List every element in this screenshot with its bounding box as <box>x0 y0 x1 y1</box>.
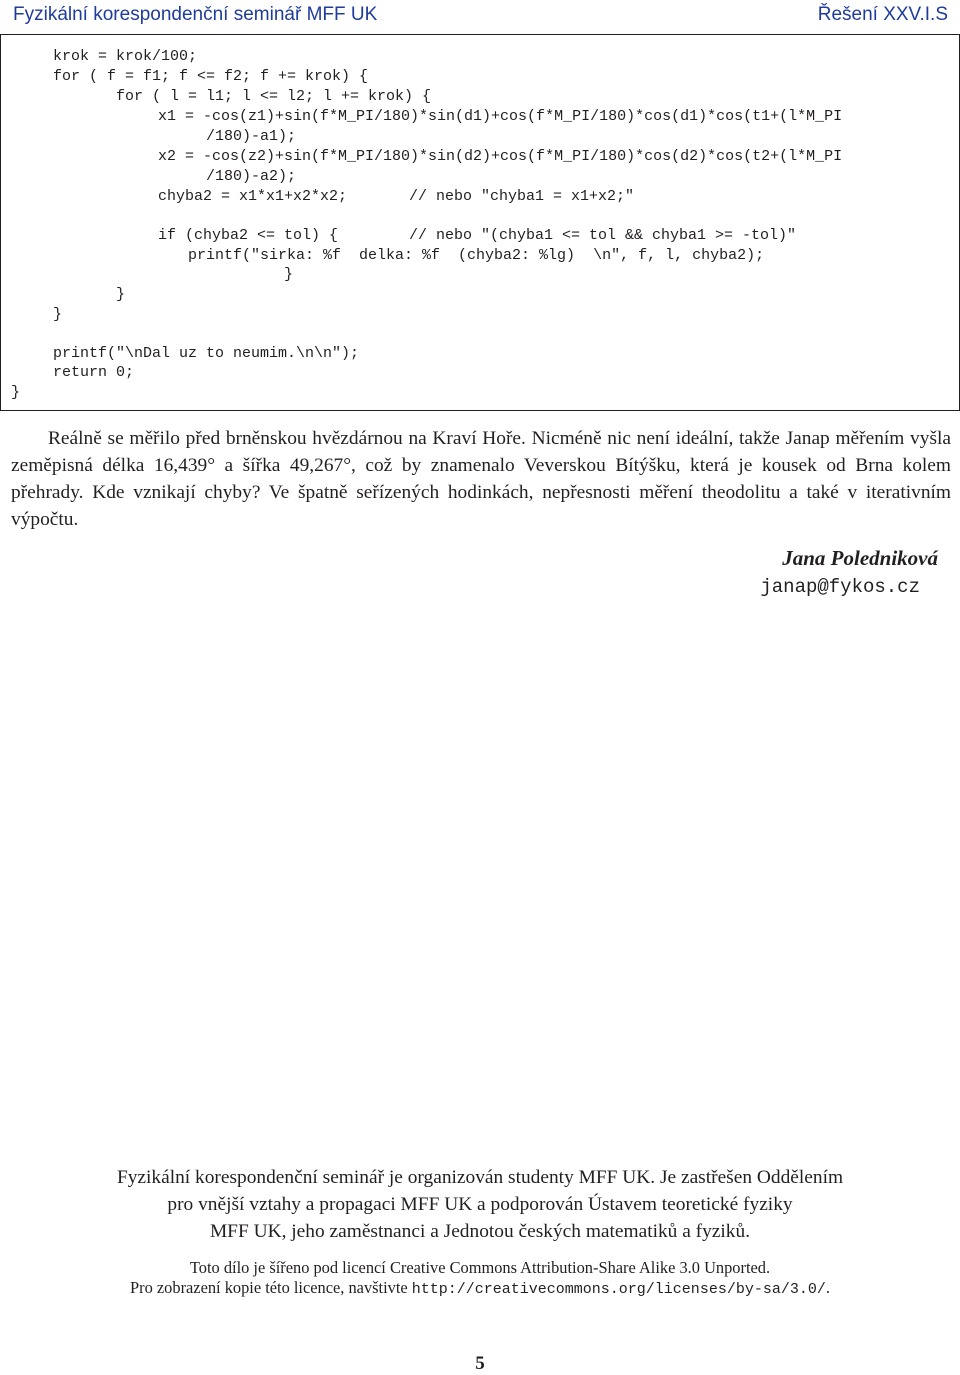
code-line: for ( l = l1; l <= l2; l += krok) { <box>116 88 432 105</box>
code-listing-frame <box>0 34 960 411</box>
code-line: chyba2 = x1*x1+x2*x2; <box>158 188 348 205</box>
author-email: janap@fykos.cz <box>760 576 920 598</box>
running-header <box>13 4 948 32</box>
code-line: for ( f = f1; f <= f2; f += krok) { <box>53 68 369 85</box>
code-line: /180)-a2); <box>206 168 297 185</box>
page-number: 5 <box>475 1353 485 1374</box>
code-line: x2 = -cos(z2)+sin(f*M_PI/180)*sin(d2)+cos(f*M_PI/180)*cos(d2)*cos(t2+(l*M_PI <box>158 148 843 165</box>
license-line-suffix: . <box>825 1278 830 1297</box>
code-line: } <box>116 286 126 303</box>
header-solution-label: Řešení XXV.I.S <box>817 4 948 25</box>
footer-line: MFF UK, jeho zaměstnanci a Jednotou českých matematiků a fyziků. <box>209 1221 751 1242</box>
code-line: } <box>284 266 294 283</box>
code-line: /180)-a1); <box>206 128 297 145</box>
code-line: printf("\nDal uz to neumim.\n\n"); <box>53 345 360 362</box>
footer-line: Fyzikální korespondenční seminář je organizován studenty MFF UK. Je zastřešen Oddělením <box>116 1167 844 1188</box>
license-line: Toto dílo je šířeno pod licencí Creative Commons Attribution-Share Alike 3.0 Unported. <box>189 1258 771 1277</box>
body-paragraph: Reálně se měřilo před brněnskou hvězdárnou na Kraví Hoře. Nicméně nic není ideální, takže Janap měřením vyšla zeměpisná délka 16,439° a šířka 49,267°, což by znamenalo Veverskou Bítýšku, která je kousek od Brna kolem přehrady. Kde vznikají chyby? Ve špatně seřízených hodinkách, nepřesnosti měření theodolitu a také v iterativním výpočtu. <box>11 428 951 530</box>
code-comment: // nebo "(chyba1 <= tol && chyba1 >= -tol)" <box>409 227 797 244</box>
code-line: x1 = -cos(z1)+sin(f*M_PI/180)*sin(d1)+cos(f*M_PI/180)*cos(d1)*cos(t1+(l*M_PI <box>158 108 843 125</box>
license-url-link[interactable]: http://creativecommons.org/licenses/by-sa/3.0/ <box>411 1281 826 1298</box>
code-line: if (chyba2 <= tol) { <box>158 227 339 244</box>
code-comment: // nebo "chyba1 = x1+x2;" <box>409 188 635 205</box>
author-name: Jana Poledniková <box>782 546 938 570</box>
code-line: krok = krok/100; <box>53 48 198 65</box>
code-line: } <box>53 306 63 323</box>
code-line: return 0; <box>53 364 135 381</box>
code-line: } <box>11 384 21 401</box>
code-line: printf("sirka: %f delka: %f (chyba2: %lg) \n", f, l, chyba2); <box>188 247 765 264</box>
footer-organizer-note <box>10 1164 950 1245</box>
header-seminar-title: Fyzikální korespondenční seminář MFF UK <box>13 4 378 25</box>
license-line-prefix: Pro zobrazení kopie této licence, navštivte <box>130 1278 412 1297</box>
footer-license-note <box>10 1258 950 1300</box>
footer-line: pro vnější vztahy a propagaci MFF UK a podporován Ústavem teoretické fyziky <box>167 1194 793 1215</box>
